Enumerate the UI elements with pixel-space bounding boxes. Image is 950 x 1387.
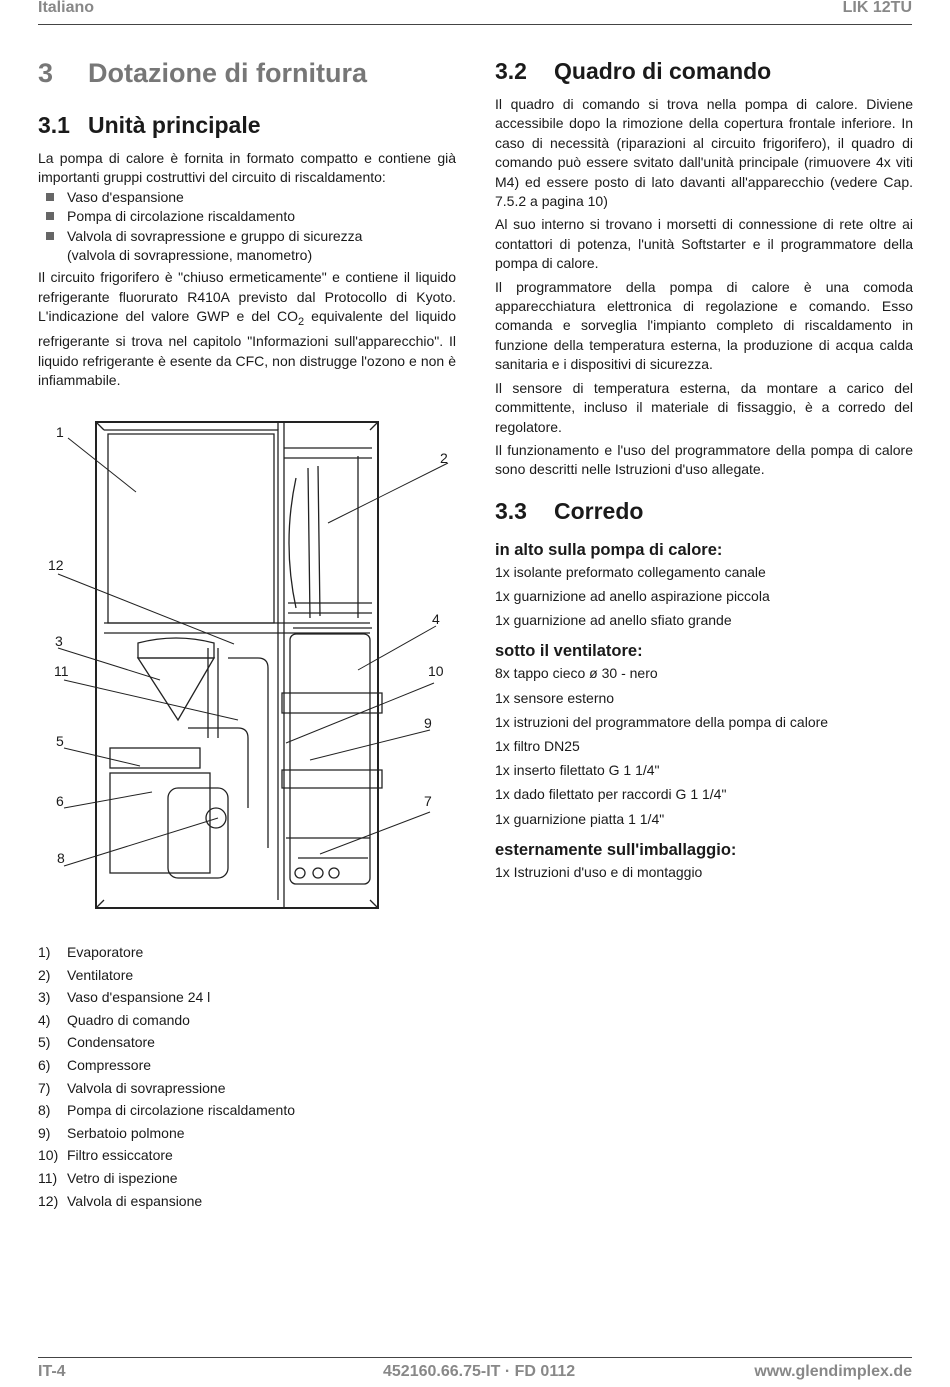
paragraph: Il quadro di comando si trova nella pompa di calore. Diviene accessibile dopo la rimozione della copertura frontale inferiore. In caso di necessità (riparazioni al circuito frigorifero), il quadro di comando può essere svitato dall'unità principale (rimuovere 4x viti M4) ed essere posto di lato davanti all'apparecchio (vedere Cap. 7.5.2 a pagina 10): [495, 96, 913, 210]
list-item: 1x sensore esterno: [495, 689, 615, 706]
legend-item: 11) Vetro di ispezione: [38, 1169, 178, 1186]
legend-item: 5) Condensatore: [38, 1034, 155, 1051]
list-item: Pompa di circolazione riscaldamento: [38, 207, 456, 226]
legend-item: 7) Valvola di sovrapressione: [38, 1079, 226, 1096]
list-item: 1x dado filettato per raccordi G 1 1/4": [495, 786, 727, 803]
callout-label: 7: [424, 793, 432, 809]
header-model: LIK 12TU: [842, 0, 912, 16]
section-3-heading: 3 Dotazione di fornitura: [38, 58, 367, 88]
legend-item: 9) Serbatoio polmone: [38, 1124, 185, 1141]
section-3-3-heading: 3.3 Corredo: [495, 497, 644, 524]
paragraph: Il programmatore della pompa di calore è una comoda apparecchiatura elettronica di regolazione e comando. Esso comanda e sorveglia l'impianto completo di riscaldamento in funzione della temperatura esterna, la produzione di acqua calda sanitaria e i dispositivi di sicurezza.: [495, 278, 913, 373]
intro-paragraph: La pompa di calore è fornita in formato compatto e contiene già importanti gruppi costruttivi del circuito di riscaldamento:: [38, 150, 456, 186]
page-number: IT-4: [38, 1363, 66, 1380]
figure-legend: [38, 941, 458, 1212]
legend-item: 10) Filtro essiccatore: [38, 1147, 173, 1164]
callout-label: 12: [48, 557, 64, 573]
list-item: Valvola di sovrapressione e gruppo di sicurezza: [38, 227, 456, 246]
callout-label: 9: [424, 715, 432, 731]
section-3-1-heading: 3.1 Unità principale: [38, 112, 261, 138]
group-heading: in alto sulla pompa di calore:: [495, 540, 723, 559]
legend-item: 8) Pompa di circolazione riscaldamento: [38, 1102, 295, 1119]
paragraph: Il funzionamento e l'uso del programmatore della pompa di calore sono descritti nelle Istruzioni d'uso allegate.: [495, 441, 913, 478]
legend-item: 12) Valvola di espansione: [38, 1192, 203, 1209]
callout-label: 1: [56, 424, 64, 440]
paragraph: Il sensore di temperatura esterna, da montare a carico del committente, incluso il materiale di fissaggio, è a corredo del regolatore.: [495, 379, 913, 435]
list-item: 1x istruzioni del programmatore della pompa di calore: [495, 713, 829, 730]
list-item: 8x tappo cieco ø 30 - nero: [495, 665, 658, 682]
website-link[interactable]: www.glendimplex.de: [754, 1363, 912, 1380]
group-heading: sotto il ventilatore:: [495, 642, 643, 661]
callout-label: 11: [54, 663, 69, 679]
list-item-continuation: (valvola di sovrapressione, manometro): [67, 247, 313, 264]
paragraph: Al suo interno si trovano i morsetti di connessione di rete oltre ai contattori di potenza, l'unità Softstarter e il programmatore della pompa di calore.: [495, 216, 913, 272]
list-item: 1x inserto filettato G 1 1/4": [495, 762, 660, 779]
legend-item: 3) Vaso d'espansione 24 l: [38, 989, 211, 1006]
callout-label: 6: [56, 793, 64, 809]
list-item: 1x guarnizione ad anello sfiato grande: [495, 612, 732, 629]
group-heading: esternamente sull'imballaggio:: [495, 840, 737, 859]
callout-label: 8: [57, 850, 65, 866]
section-3-2-heading: 3.2 Quadro di comando: [495, 58, 772, 84]
list-item: 1x Istruzioni d'uso e di montaggio: [495, 863, 703, 880]
component-list: [38, 188, 456, 246]
list-item: 1x guarnizione ad anello aspirazione piccola: [495, 587, 770, 604]
header-language: Italiano: [38, 0, 95, 16]
callout-label: 2: [440, 450, 448, 466]
list-item: 1x filtro DN25: [495, 737, 580, 754]
right-column: [495, 58, 913, 884]
document-code: 452160.66.75-IT · FD 0112: [383, 1363, 576, 1380]
legend-item: 6) Compressore: [38, 1056, 152, 1073]
list-item: Vaso d'espansione: [38, 188, 456, 207]
refrigerant-paragraph: Il circuito frigorifero è "chiuso ermeticamente" e contiene il liquido refrigerante fluorurato R410A previsto dal Protocollo di Kyoto. L'indicazione del valore GWP e del $CO_2$ equivalente del liquido refrigerante si trova nel capitolo "Informazioni sull'apparecchio". Il liquido refrigerante è esente da CFC, non distrugge l'ozono e non è infiammabile.: [38, 269, 456, 389]
list-item: 1x guarnizione piatta 1 1/4": [495, 810, 665, 827]
legend-item: 2) Ventilatore: [38, 966, 134, 983]
left-column: [38, 58, 456, 391]
page-header: [38, 0, 912, 25]
legend-item: 4) Quadro di comando: [38, 1011, 190, 1028]
callout-label: 3: [55, 633, 63, 649]
callout-label: 5: [56, 733, 64, 749]
callout-label: 4: [432, 611, 440, 627]
page-footer: [38, 1357, 912, 1382]
heat-pump-illustration: [38, 408, 456, 920]
callout-label: 10: [428, 663, 444, 679]
legend-item: 1) Evaporatore: [38, 944, 144, 960]
list-item: 1x isolante preformato collegamento canale: [495, 563, 766, 580]
